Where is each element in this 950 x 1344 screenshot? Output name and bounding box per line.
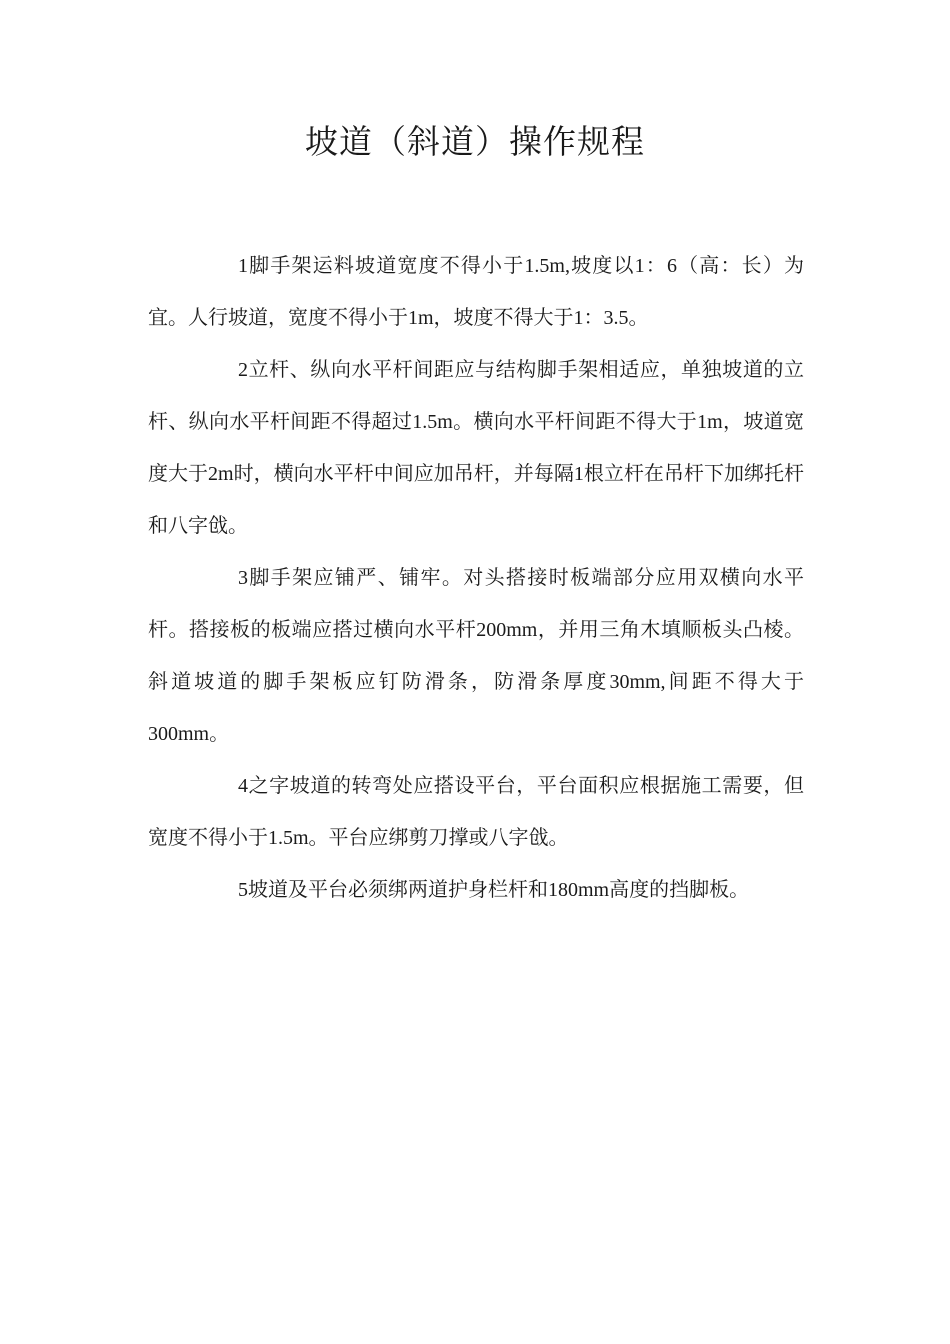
paragraph-3: 3脚手架应铺严、铺牢。对头搭接时板端部分应用双横向水平杆。搭接板的板端应搭过横向水平杆200mm，并用三角木填顺板头凸棱。斜道坡道的脚手架板应钉防滑条，防滑条厚度30mm,间距不得大于300mm。 — [148, 567, 804, 745]
page-title: 坡道（斜道）操作规程 — [305, 125, 645, 161]
document-body — [148, 240, 804, 916]
paragraph-5: 5坡道及平台必须绑两道护身栏杆和180mm高度的挡脚板。 — [238, 879, 750, 901]
paragraph-4: 4之字坡道的转弯处应搭设平台，平台面积应根据施工需要，但宽度不得小于1.5m。平台应绑剪刀撑或八字戗。 — [148, 775, 804, 849]
paragraph-2: 2立杆、纵向水平杆间距应与结构脚手架相适应，单独坡道的立杆、纵向水平杆间距不得超过1.5m。横向水平杆间距不得大于1m，坡道宽度大于2m时，横向水平杆中间应加吊杆，并每隔1根立杆在吊杆下加绑托杆和八字戗。 — [148, 359, 804, 537]
paragraph-1: 1脚手架运料坡道宽度不得小于1.5m,坡度以1：6（高：长）为宜。人行坡道，宽度不得小于1m，坡度不得大于1：3.5。 — [148, 255, 804, 329]
